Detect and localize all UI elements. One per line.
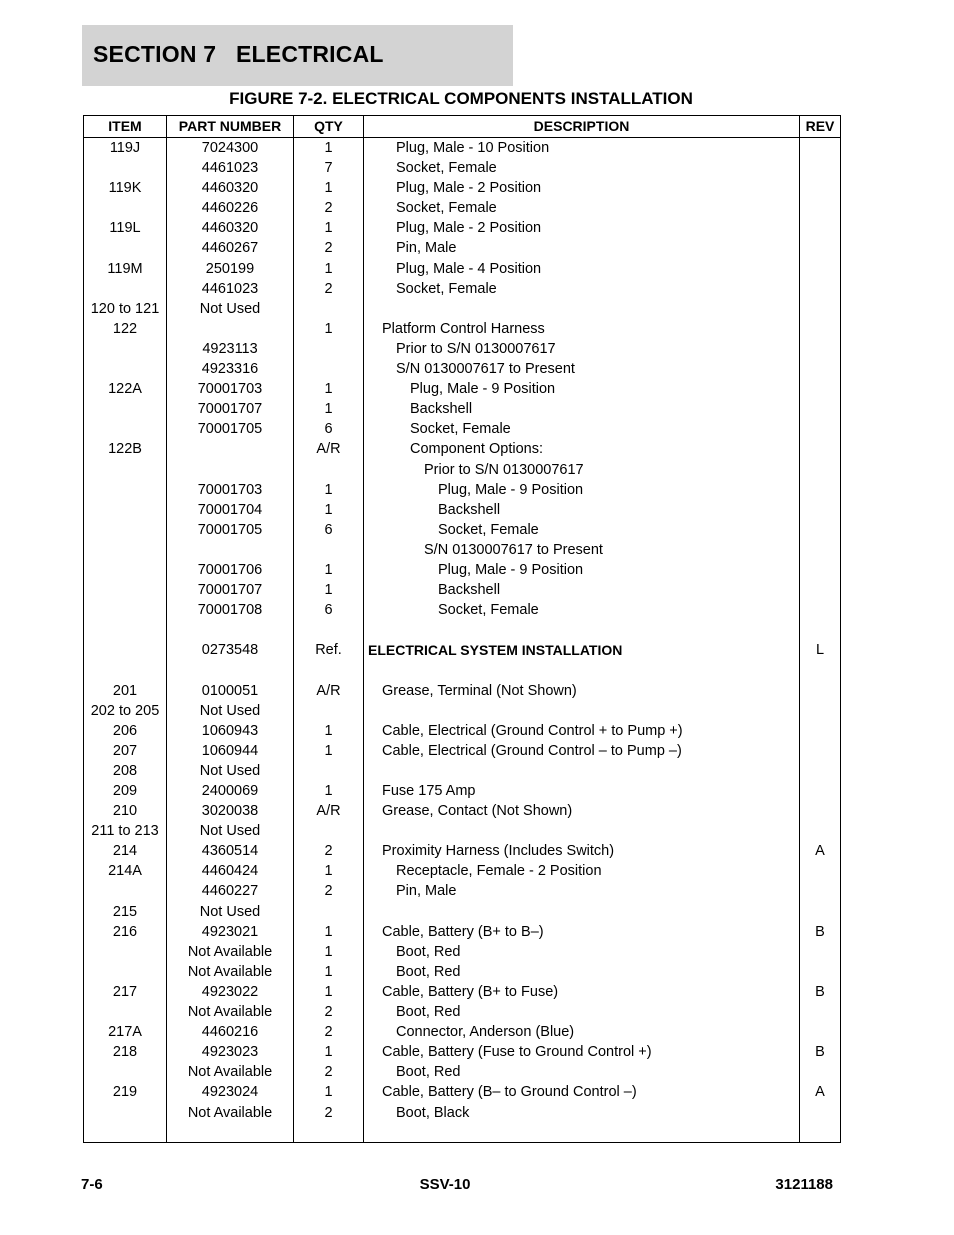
rev-cell: L bbox=[815, 642, 825, 659]
qty-cell: 1 bbox=[324, 501, 333, 518]
description-cell: ELECTRICAL SYSTEM INSTALLATION bbox=[368, 642, 623, 659]
description-cell: Pin, Male bbox=[396, 883, 457, 900]
table-row bbox=[84, 279, 840, 299]
part-number-cell: Not Available bbox=[187, 1004, 273, 1021]
qty-cell: 6 bbox=[324, 521, 333, 538]
table-row bbox=[84, 339, 840, 359]
table-row bbox=[84, 1103, 840, 1123]
qty-cell: 2 bbox=[324, 843, 333, 860]
qty-cell: 2 bbox=[324, 1024, 333, 1041]
part-number-cell: 4460424 bbox=[201, 863, 259, 880]
part-number-cell: Not Used bbox=[199, 300, 261, 317]
table-row bbox=[84, 902, 840, 922]
table-row bbox=[84, 701, 840, 721]
part-number-cell: 4460216 bbox=[201, 1024, 259, 1041]
item-cell: 119L bbox=[109, 220, 141, 237]
qty-cell: A/R bbox=[316, 803, 341, 820]
description-cell: Boot, Red bbox=[396, 963, 461, 980]
description-cell: Plug, Male - 2 Position bbox=[396, 180, 542, 197]
part-number-cell: 70001705 bbox=[197, 421, 263, 438]
part-number-cell: 70001707 bbox=[197, 582, 263, 599]
qty-cell: 1 bbox=[324, 923, 333, 940]
item-cell: 122 bbox=[112, 320, 138, 337]
spacer-row bbox=[84, 660, 840, 680]
part-number-cell: Not Available bbox=[187, 1104, 273, 1121]
qty-cell: 2 bbox=[324, 280, 333, 297]
table-row bbox=[84, 480, 840, 500]
item-cell: 120 to 121 bbox=[90, 300, 160, 317]
rev-cell: B bbox=[815, 923, 825, 940]
qty-cell: 1 bbox=[324, 983, 333, 1000]
description-cell: Cable, Electrical (Ground Control + to Pump +) bbox=[382, 722, 683, 739]
rev-cell: A bbox=[815, 843, 825, 860]
table-row bbox=[84, 821, 840, 841]
table-row bbox=[84, 138, 840, 158]
qty-cell: 1 bbox=[324, 863, 333, 880]
table-body bbox=[84, 138, 840, 1123]
part-number-cell: 4923024 bbox=[201, 1084, 259, 1101]
part-number-cell: 0100051 bbox=[201, 682, 259, 699]
table-row bbox=[84, 500, 840, 520]
description-cell: Receptacle, Female - 2 Position bbox=[396, 863, 602, 880]
item-cell: 215 bbox=[112, 903, 138, 920]
part-number-cell: Not Used bbox=[199, 702, 261, 719]
column-header-qty: QTY bbox=[314, 118, 343, 134]
qty-cell: 1 bbox=[324, 401, 333, 418]
qty-cell: 1 bbox=[324, 783, 333, 799]
table-row bbox=[84, 922, 840, 942]
item-cell: 218 bbox=[112, 1044, 138, 1061]
table-row bbox=[84, 158, 840, 178]
table-row bbox=[84, 419, 840, 439]
table-row bbox=[84, 600, 840, 620]
item-cell: 206 bbox=[112, 722, 138, 739]
part-number-cell: 4460320 bbox=[201, 180, 259, 197]
description-cell: Connector, Anderson (Blue) bbox=[396, 1024, 575, 1041]
description-cell: Plug, Male - 10 Position bbox=[396, 140, 550, 156]
table-row bbox=[84, 540, 840, 560]
description-cell: Proximity Harness (Includes Switch) bbox=[382, 843, 615, 860]
description-cell: Boot, Red bbox=[396, 1004, 461, 1021]
description-cell: Backshell bbox=[438, 582, 501, 599]
part-number-cell: 70001706 bbox=[197, 561, 263, 578]
table-row bbox=[84, 721, 840, 741]
part-number-cell: Not Available bbox=[187, 943, 273, 960]
item-cell: 201 bbox=[112, 682, 138, 699]
section-title: SECTION 7 ELECTRICAL bbox=[93, 41, 384, 67]
description-cell: Socket, Female bbox=[410, 421, 511, 438]
qty-cell: 1 bbox=[324, 320, 333, 337]
qty-cell: 6 bbox=[324, 421, 333, 438]
part-number-cell: 4460227 bbox=[201, 883, 259, 900]
qty-cell: 6 bbox=[324, 602, 333, 619]
qty-cell: 1 bbox=[324, 140, 333, 156]
table-row bbox=[84, 982, 840, 1002]
description-cell: Socket, Female bbox=[396, 280, 497, 297]
figure-title: FIGURE 7-2. ELECTRICAL COMPONENTS INSTALLATION bbox=[229, 89, 693, 108]
item-cell: 211 to 213 bbox=[91, 823, 159, 840]
item-cell: 207 bbox=[112, 742, 138, 759]
table-row bbox=[84, 259, 840, 279]
table-row bbox=[84, 761, 840, 781]
table-row bbox=[84, 218, 840, 238]
table-row bbox=[84, 781, 840, 801]
table-row bbox=[84, 580, 840, 600]
table-row bbox=[84, 801, 840, 821]
description-cell: Cable, Battery (B+ to Fuse) bbox=[382, 983, 559, 1000]
description-cell: Fuse 175 Amp bbox=[382, 783, 476, 799]
part-number-cell: 3020038 bbox=[201, 803, 259, 820]
description-cell: Grease, Terminal (Not Shown) bbox=[382, 682, 577, 699]
part-number-cell: 4360514 bbox=[201, 843, 259, 860]
table-row bbox=[84, 1022, 840, 1042]
column-header-part-number: PART NUMBER bbox=[178, 118, 282, 134]
section-header bbox=[82, 25, 513, 86]
item-cell: 217A bbox=[108, 1024, 142, 1041]
qty-cell: 2 bbox=[324, 240, 333, 257]
table-row bbox=[84, 1042, 840, 1062]
item-cell: 216 bbox=[112, 923, 138, 940]
table-row bbox=[84, 198, 840, 218]
part-number-cell: 70001704 bbox=[197, 501, 263, 518]
item-cell: 122B bbox=[108, 441, 142, 458]
description-cell: Socket, Female bbox=[396, 200, 497, 217]
description-cell: Cable, Electrical (Ground Control – to Pump –) bbox=[382, 742, 682, 759]
part-number-cell: 2400069 bbox=[201, 783, 259, 799]
item-cell: 119J bbox=[109, 140, 141, 156]
qty-cell: 2 bbox=[324, 1064, 333, 1081]
qty-cell: 1 bbox=[324, 260, 333, 277]
part-number-cell: 4461023 bbox=[201, 280, 259, 297]
table-row bbox=[84, 1002, 840, 1022]
description-cell: Boot, Red bbox=[396, 1064, 461, 1081]
qty-cell: 1 bbox=[324, 582, 333, 599]
item-cell: 122A bbox=[108, 381, 142, 398]
qty-cell: 2 bbox=[324, 1104, 333, 1121]
part-number-cell: Not Available bbox=[187, 963, 273, 980]
part-number-cell: 4923316 bbox=[201, 361, 259, 378]
qty-cell: 1 bbox=[324, 1044, 333, 1061]
qty-cell: 1 bbox=[324, 943, 333, 960]
qty-cell: 2 bbox=[324, 200, 333, 217]
part-number-cell: 70001703 bbox=[197, 481, 263, 498]
description-cell: Plug, Male - 9 Position bbox=[438, 481, 584, 498]
qty-cell: 1 bbox=[324, 180, 333, 197]
part-number-cell: 70001705 bbox=[197, 521, 263, 538]
part-number-cell: 7024300 bbox=[201, 140, 259, 156]
description-cell: Component Options: bbox=[410, 441, 543, 458]
qty-cell: 7 bbox=[324, 160, 333, 177]
table-row bbox=[84, 460, 840, 480]
qty-cell: 1 bbox=[324, 481, 333, 498]
item-cell: 209 bbox=[112, 783, 138, 799]
description-cell: Plug, Male - 9 Position bbox=[438, 561, 584, 578]
item-cell: 119K bbox=[108, 180, 142, 197]
part-number-cell: 4923113 bbox=[202, 340, 258, 357]
qty-cell: 1 bbox=[324, 722, 333, 739]
description-cell: Backshell bbox=[410, 401, 473, 418]
part-number-cell: 70001707 bbox=[197, 401, 263, 418]
description-cell: Socket, Female bbox=[438, 602, 539, 619]
part-number-cell: 70001708 bbox=[197, 602, 263, 619]
table-row bbox=[84, 399, 840, 419]
qty-cell: 1 bbox=[324, 963, 333, 980]
description-cell: Boot, Red bbox=[396, 943, 461, 960]
qty-cell: 1 bbox=[324, 561, 333, 578]
part-number-cell: Not Available bbox=[187, 1064, 273, 1081]
description-cell: Socket, Female bbox=[438, 521, 539, 538]
table-row bbox=[84, 861, 840, 881]
table-row bbox=[84, 520, 840, 540]
rev-cell: B bbox=[815, 1044, 825, 1061]
table-row bbox=[84, 640, 840, 660]
item-cell: 210 bbox=[112, 803, 138, 820]
description-cell: Prior to S/N 0130007617 bbox=[396, 340, 556, 357]
item-cell: 214 bbox=[112, 843, 138, 860]
column-header-description: DESCRIPTION bbox=[533, 118, 630, 134]
column-header-rev: REV bbox=[805, 118, 835, 134]
parts-table bbox=[83, 115, 841, 1143]
qty-cell: A/R bbox=[316, 441, 341, 458]
item-cell: 208 bbox=[112, 762, 138, 779]
table-row bbox=[84, 299, 840, 319]
rev-cell: B bbox=[815, 983, 825, 1000]
description-cell: S/N 0130007617 to Present bbox=[396, 361, 575, 378]
part-number-cell: Not Used bbox=[199, 903, 261, 920]
description-cell: Backshell bbox=[438, 501, 501, 518]
model-name: SSV-10 bbox=[419, 1176, 471, 1193]
table-row bbox=[84, 681, 840, 701]
description-cell: Cable, Battery (Fuse to Ground Control +) bbox=[382, 1044, 652, 1061]
part-number-cell: 4460226 bbox=[201, 200, 259, 217]
table-row bbox=[84, 1082, 840, 1102]
part-number-cell: Not Used bbox=[199, 762, 261, 779]
description-cell: S/N 0130007617 to Present bbox=[424, 541, 603, 558]
qty-cell: 2 bbox=[324, 1004, 333, 1021]
table-row bbox=[84, 439, 840, 459]
part-number-cell: Not Used bbox=[199, 823, 261, 840]
description-cell: Boot, Black bbox=[396, 1104, 470, 1121]
item-cell: 119M bbox=[107, 260, 143, 277]
part-number-cell: 250199 bbox=[205, 260, 255, 277]
part-number-cell: 1060944 bbox=[201, 742, 259, 759]
description-cell: Pin, Male bbox=[396, 240, 457, 257]
description-cell: Cable, Battery (B– to Ground Control –) bbox=[382, 1084, 637, 1101]
table-row bbox=[84, 379, 840, 399]
part-number-cell: 70001703 bbox=[197, 381, 263, 398]
table-row bbox=[84, 319, 840, 339]
table-row bbox=[84, 881, 840, 901]
item-cell: 217 bbox=[112, 983, 138, 1000]
table-row bbox=[84, 942, 840, 962]
description-cell: Plug, Male - 4 Position bbox=[396, 260, 542, 277]
spacer-row bbox=[84, 620, 840, 640]
document-number: 3121188 bbox=[775, 1176, 833, 1193]
table-row bbox=[84, 560, 840, 580]
qty-cell: 1 bbox=[324, 742, 333, 759]
qty-cell: 2 bbox=[324, 883, 333, 900]
qty-cell: A/R bbox=[316, 682, 341, 699]
part-number-cell: 0273548 bbox=[201, 642, 259, 659]
table-row bbox=[84, 841, 840, 861]
table-row bbox=[84, 962, 840, 982]
item-cell: 202 to 205 bbox=[90, 702, 160, 719]
page-number: 7-6 bbox=[81, 1176, 103, 1193]
description-cell: Plug, Male - 9 Position bbox=[410, 381, 556, 398]
description-cell: Cable, Battery (B+ to B–) bbox=[382, 923, 544, 940]
part-number-cell: 4460320 bbox=[201, 220, 259, 237]
description-cell: Prior to S/N 0130007617 bbox=[424, 461, 584, 478]
description-cell: Socket, Female bbox=[396, 160, 497, 177]
part-number-cell: 4461023 bbox=[201, 160, 259, 177]
table-row bbox=[84, 238, 840, 258]
column-header-item: ITEM bbox=[108, 118, 142, 134]
part-number-cell: 4923021 bbox=[201, 923, 259, 940]
table-row bbox=[84, 359, 840, 379]
table-row bbox=[84, 1062, 840, 1082]
item-cell: 214A bbox=[108, 863, 142, 880]
description-cell: Platform Control Harness bbox=[382, 320, 545, 337]
qty-cell: 1 bbox=[324, 381, 333, 398]
description-cell: Plug, Male - 2 Position bbox=[396, 220, 542, 237]
item-cell: 219 bbox=[112, 1084, 138, 1101]
qty-cell: 1 bbox=[324, 1084, 333, 1101]
table-row bbox=[84, 178, 840, 198]
rev-cell: A bbox=[815, 1084, 825, 1101]
part-number-cell: 4923023 bbox=[201, 1044, 259, 1061]
table-row bbox=[84, 741, 840, 761]
part-number-cell: 4923022 bbox=[201, 983, 259, 1000]
part-number-cell: 4460267 bbox=[201, 240, 259, 257]
qty-cell: 1 bbox=[324, 220, 333, 237]
qty-cell: Ref. bbox=[315, 642, 342, 659]
part-number-cell: 1060943 bbox=[201, 722, 259, 739]
description-cell: Grease, Contact (Not Shown) bbox=[382, 803, 573, 820]
